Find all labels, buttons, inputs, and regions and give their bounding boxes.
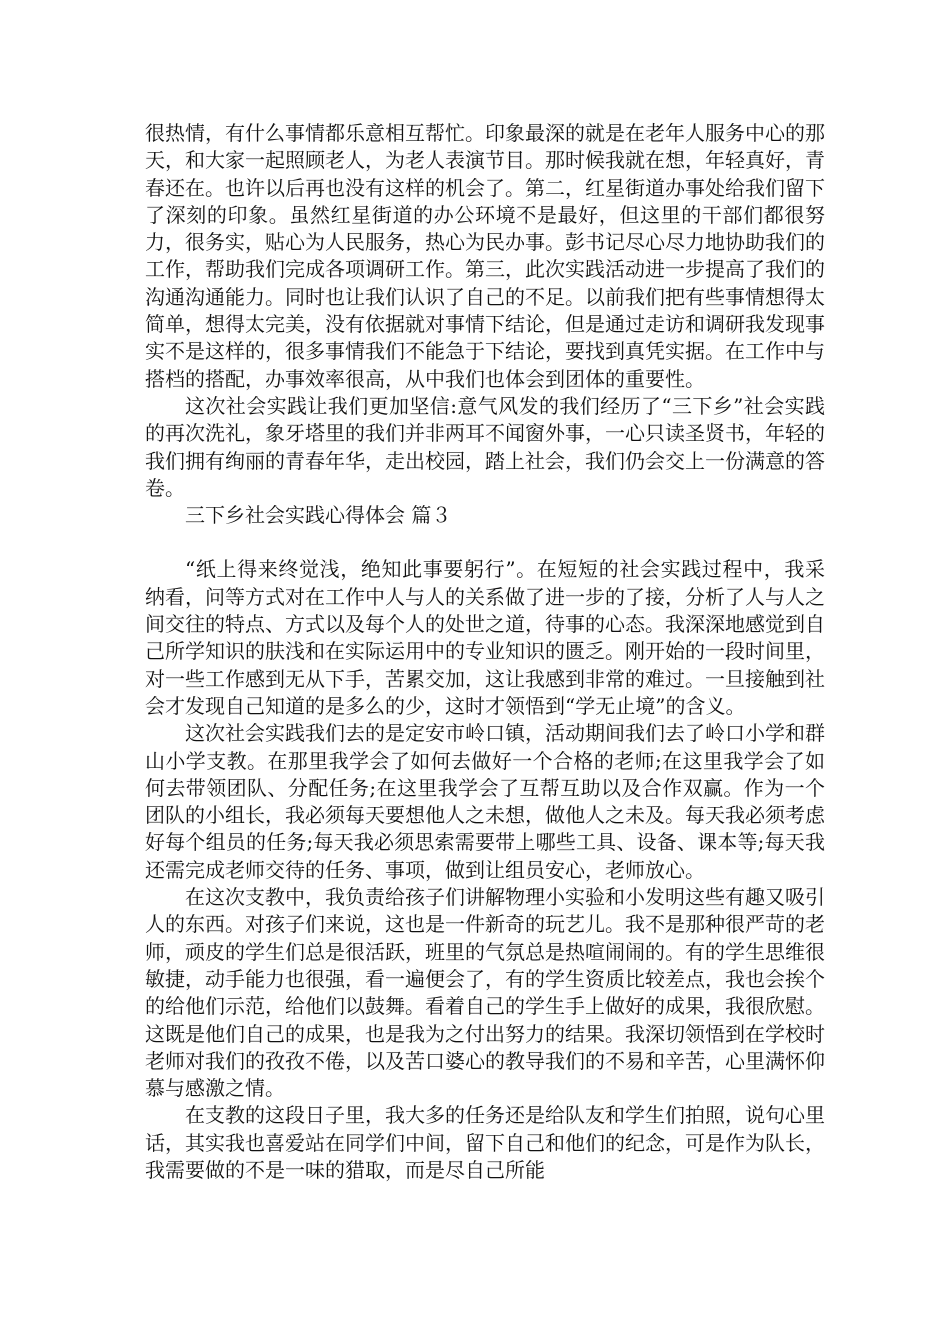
document-page	[145, 120, 825, 1184]
body-paragraph: 在这次支教中，我负责给孩子们讲解物理小实验和小发明这些有趣又吸引人的东西。对孩子们来说，这也是一件新奇的玩艺儿。我不是那种很严苛的老师，顽皮的学生们总是很活跃，班里的气氛总是热喧闹闹的。有的学生思维很敏捷，动手能力也很强，看一遍便会了，有的学生资质比较差点，我也会挨个的给他们示范，给他们以鼓舞。看着自己的学生手上做好的成果，我很欣慰。这既是他们自己的成果，也是我为之付出努力的结果。我深切领悟到在学校时老师对我们的孜孜不倦，以及苦口婆心的教导我们的不易和辛苦，心里满怀仰慕与感激之情。	[145, 885, 825, 1101]
body-paragraph: 这次社会实践我们去的是定安市岭口镇，活动期间我们去了岭口小学和群山小学支教。在那里我学会了如何去做好一个合格的老师;在这里我学会了如何去带领团队、分配任务;在这里我学会了互帮互助以及合作双赢。作为一个团队的小组长，我必须每天要想他人之未想，做他人之未及。每天我必须考虑好每个组员的任务;每天我必须思索需要带上哪些工具、设备、课本等;每天我还需完成老师交待的任务、事项，做到让组员安心，老师放心。	[145, 721, 825, 882]
blank-line	[145, 529, 825, 556]
body-paragraph: “纸上得来终觉浅，绝知此事要躬行”。在短短的社会实践过程中，我采纳看，问等方式对在工作中人与人的关系做了进一步的了接，分析了人与人之间交往的特点、方式以及每个人的处世之道，待事的心态。我深深地感觉到自己所学知识的肤浅和在实际运用中的专业知识的匮乏。刚开始的一段时间里，对一些工作感到无从下手，苦累交加，这让我感到非常的难过。一旦接触到社会才发现自己知道的是多么的少，这时才领悟到“学无止境”的含义。	[145, 557, 825, 718]
section-heading: 三下乡社会实践心得体会 篇３	[185, 503, 452, 528]
body-paragraph: 在支教的这段日子里，我大多的任务还是给队友和学生们拍照，说句心里话，其实我也喜爱站在同学们中间，留下自己和他们的纪念，可是作为队长，我需要做的不是一味的猎取，而是尽自己所能	[145, 1103, 825, 1182]
body-paragraph: 很热情，有什么事情都乐意相互帮忙。印象最深的就是在老年人服务中心的那天，和大家一起照顾老人，为老人表演节目。那时候我就在想，年轻真好，青春还在。也许以后再也没有这样的机会了。第二，红星街道办事处给我们留下了深刻的印象。虽然红星街道的办公环境不是最好，但这里的干部们都很努力，很务实，贴心为人民服务，热心为民办事。彭书记尽心尽力地协助我们的工作，帮助我们完成各项调研工作。第三，此次实践活动进一步提高了我们的沟通沟通能力。同时也让我们认识了自己的不足。以前我们把有些事情想得太简单，想得太完美，没有依据就对事情下结论，但是通过走访和调研我发现事实不是这样的，很多事情我们不能急于下结论，要找到真凭实据。在工作中与搭档的搭配，办事效率很高，从中我们也体会到团体的重要性。	[145, 121, 825, 391]
body-paragraph: 这次社会实践让我们更加坚信:意气风发的我们经历了“三下乡”社会实践的再次洗礼，象牙塔里的我们并非两耳不闻窗外事，一心只读圣贤书，年轻的我们拥有绚丽的青春年华，走出校园，踏上社会，我们仍会交上一份满意的答卷。	[145, 393, 825, 500]
